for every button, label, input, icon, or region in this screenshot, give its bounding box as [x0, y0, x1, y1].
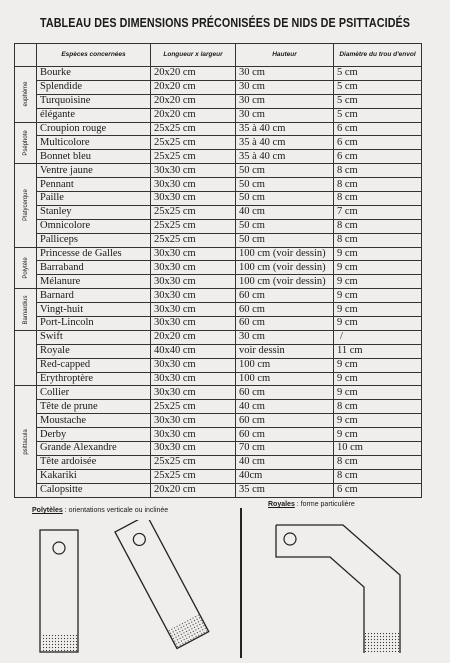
size-cell: 25x25 cm [151, 136, 236, 150]
size-cell: 25x25 cm [151, 400, 236, 414]
table-header-row [15, 44, 422, 67]
size-cell: 25x25 cm [151, 205, 236, 219]
vertical-divider [240, 508, 242, 658]
size-cell: 40x40 cm [151, 344, 236, 358]
hole-diameter-cell: 9 cm [334, 275, 422, 289]
table-row [15, 344, 422, 358]
height-cell: 60 cm [236, 317, 334, 331]
group-label-cell [15, 289, 37, 331]
table-row [15, 80, 422, 94]
height-cell: 60 cm [236, 289, 334, 303]
hole-diameter-cell: 9 cm [334, 317, 422, 331]
size-cell: 25x25 cm [151, 122, 236, 136]
size-cell: 30x30 cm [151, 275, 236, 289]
size-cell: 30x30 cm [151, 414, 236, 428]
table-body [15, 67, 422, 498]
species-cell: Bourke [37, 67, 151, 81]
header-hole: Diamètre du trou d'envol [334, 44, 422, 67]
size-cell: 25x25 cm [151, 150, 236, 164]
hole-diameter-cell: 8 cm [334, 233, 422, 247]
table-row [15, 414, 422, 428]
table-row [15, 219, 422, 233]
species-cell: Red-capped [37, 358, 151, 372]
height-cell: 50 cm [236, 178, 334, 192]
height-cell: 100 cm (voir dessin) [236, 275, 334, 289]
header-group [15, 44, 37, 67]
table-row [15, 442, 422, 456]
species-cell: Derby [37, 428, 151, 442]
hole-diameter-cell: 9 cm [334, 303, 422, 317]
royales-nest-bedding [365, 633, 399, 653]
header-height: Hauteur [236, 44, 334, 67]
species-cell: élégante [37, 108, 151, 122]
table-row [15, 289, 422, 303]
nest-dimensions-table [14, 43, 422, 498]
group-label-cell [15, 386, 37, 497]
hole-diameter-cell: 9 cm [334, 372, 422, 386]
species-cell: Vingt-huit [37, 303, 151, 317]
table-row [15, 108, 422, 122]
species-cell: Paille [37, 192, 151, 206]
table-row [15, 136, 422, 150]
table-row [15, 428, 422, 442]
table-row [15, 275, 422, 289]
height-cell: 50 cm [236, 192, 334, 206]
group-label: psittacula [22, 428, 29, 455]
size-cell: 30x30 cm [151, 261, 236, 275]
size-cell: 20x20 cm [151, 108, 236, 122]
species-cell: Erythroptère [37, 372, 151, 386]
table-row [15, 94, 422, 108]
table-row [15, 67, 422, 81]
table-row [15, 192, 422, 206]
group-label: euphème [22, 81, 29, 107]
size-cell: 30x30 cm [151, 358, 236, 372]
royales-nest-sketch [268, 515, 443, 660]
header-species: Espèces concernées [37, 44, 151, 67]
hole-diameter-cell: 8 cm [334, 469, 422, 483]
group-label: Pséphote [22, 130, 29, 156]
height-cell: 35 à 40 cm [236, 150, 334, 164]
size-cell: 30x30 cm [151, 303, 236, 317]
hole-diameter-cell: 5 cm [334, 67, 422, 81]
group-label-cell [15, 164, 37, 247]
size-cell: 30x30 cm [151, 372, 236, 386]
height-cell: 40 cm [236, 400, 334, 414]
size-cell: 30x30 cm [151, 386, 236, 400]
table-row [15, 330, 422, 344]
species-cell: Omnicolore [37, 219, 151, 233]
size-cell: 20x20 cm [151, 67, 236, 81]
height-cell: 35 à 40 cm [236, 136, 334, 150]
species-cell: Croupion rouge [37, 122, 151, 136]
table-row [15, 164, 422, 178]
height-cell: 60 cm [236, 386, 334, 400]
size-cell: 30x30 cm [151, 428, 236, 442]
height-cell: 35 cm [236, 483, 334, 497]
table-row [15, 303, 422, 317]
species-cell: Bonnet bleu [37, 150, 151, 164]
size-cell: 20x20 cm [151, 94, 236, 108]
species-cell: Barnard [37, 289, 151, 303]
hole-diameter-cell: 9 cm [334, 261, 422, 275]
table-row [15, 150, 422, 164]
species-cell: Kakariki [37, 469, 151, 483]
species-cell: Tête ardoisée [37, 455, 151, 469]
group-label-cell [15, 330, 37, 386]
species-cell: Stanley [37, 205, 151, 219]
table-row [15, 455, 422, 469]
table-row [15, 400, 422, 414]
hole-diameter-cell: 9 cm [334, 247, 422, 261]
size-cell: 25x25 cm [151, 233, 236, 247]
hole-diameter-cell: 6 cm [334, 136, 422, 150]
size-cell: 30x30 cm [151, 289, 236, 303]
height-cell: 50 cm [236, 219, 334, 233]
size-cell: 25x25 cm [151, 219, 236, 233]
height-cell: 30 cm [236, 67, 334, 81]
note-royales [268, 501, 355, 508]
size-cell: 30x30 cm [151, 317, 236, 331]
species-cell: Mélanure [37, 275, 151, 289]
height-cell: 100 cm [236, 372, 334, 386]
table-row [15, 122, 422, 136]
hole-diameter-cell: / [334, 330, 422, 344]
height-cell: 100 cm (voir dessin) [236, 261, 334, 275]
note-royales-text: : forme particulière [294, 501, 355, 508]
hole-diameter-cell: 8 cm [334, 455, 422, 469]
height-cell: 30 cm [236, 330, 334, 344]
royales-nest-hole [284, 533, 296, 545]
size-cell: 20x20 cm [151, 330, 236, 344]
species-cell: Barraband [37, 261, 151, 275]
hole-diameter-cell: 9 cm [334, 428, 422, 442]
inclined-nest-box [115, 520, 209, 649]
hole-diameter-cell: 10 cm [334, 442, 422, 456]
note-polyteles-label: Polytèles [32, 507, 63, 514]
group-label-cell [15, 122, 37, 164]
height-cell: 30 cm [236, 108, 334, 122]
height-cell: 100 cm (voir dessin) [236, 247, 334, 261]
species-cell: Moustache [37, 414, 151, 428]
height-cell: 100 cm [236, 358, 334, 372]
hole-diameter-cell: 9 cm [334, 289, 422, 303]
height-cell: 40 cm [236, 455, 334, 469]
species-cell: Pennant [37, 178, 151, 192]
group-label-cell [15, 67, 37, 123]
size-cell: 25x25 cm [151, 455, 236, 469]
table-row [15, 247, 422, 261]
size-cell: 30x30 cm [151, 192, 236, 206]
hole-diameter-cell: 8 cm [334, 192, 422, 206]
species-cell: Palliceps [37, 233, 151, 247]
hole-diameter-cell: 6 cm [334, 122, 422, 136]
height-cell: 50 cm [236, 233, 334, 247]
group-label-cell [15, 247, 37, 289]
species-cell: Swift [37, 330, 151, 344]
group-label: Platycerque [22, 189, 29, 222]
hole-diameter-cell: 9 cm [334, 386, 422, 400]
species-cell: Princesse de Galles [37, 247, 151, 261]
hole-diameter-cell: 5 cm [334, 108, 422, 122]
header-size: Longueur x largeur [151, 44, 236, 67]
table-row [15, 483, 422, 497]
height-cell: 60 cm [236, 414, 334, 428]
hole-diameter-cell: 9 cm [334, 414, 422, 428]
height-cell: 40cm [236, 469, 334, 483]
vertical-nest-box [40, 530, 78, 652]
table-row [15, 469, 422, 483]
height-cell: 40 cm [236, 205, 334, 219]
height-cell: 60 cm [236, 303, 334, 317]
note-royales-label: Royales [268, 501, 295, 508]
group-label: Polytèle [22, 257, 29, 279]
table-row [15, 261, 422, 275]
species-cell: Splendide [37, 80, 151, 94]
hole-diameter-cell: 6 cm [334, 150, 422, 164]
height-cell: 60 cm [236, 428, 334, 442]
hole-diameter-cell: 5 cm [334, 94, 422, 108]
hole-diameter-cell: 7 cm [334, 205, 422, 219]
hole-diameter-cell: 6 cm [334, 483, 422, 497]
species-cell: Turquoisine [37, 94, 151, 108]
hole-diameter-cell: 8 cm [334, 400, 422, 414]
table-row [15, 317, 422, 331]
species-cell: Tête de prune [37, 400, 151, 414]
table-row [15, 386, 422, 400]
size-cell: 30x30 cm [151, 442, 236, 456]
size-cell: 30x30 cm [151, 178, 236, 192]
hole-diameter-cell: 5 cm [334, 80, 422, 94]
hole-diameter-cell: 11 cm [334, 344, 422, 358]
size-cell: 20x20 cm [151, 483, 236, 497]
size-cell: 25x25 cm [151, 469, 236, 483]
size-cell: 30x30 cm [151, 164, 236, 178]
note-polyteles-text: : orientations verticale ou inclinée [62, 507, 169, 514]
height-cell: 70 cm [236, 442, 334, 456]
height-cell: 50 cm [236, 164, 334, 178]
species-cell: Port-Lincoln [37, 317, 151, 331]
species-cell: Royale [37, 344, 151, 358]
height-cell: 30 cm [236, 94, 334, 108]
group-label: Barnardius [22, 295, 29, 325]
height-cell: 35 à 40 cm [236, 122, 334, 136]
table-row [15, 372, 422, 386]
vertical-nest-bedding [41, 635, 77, 651]
table-row [15, 233, 422, 247]
hole-diameter-cell: 8 cm [334, 219, 422, 233]
hole-diameter-cell: 9 cm [334, 358, 422, 372]
species-cell: Grande Alexandre [37, 442, 151, 456]
size-cell: 20x20 cm [151, 80, 236, 94]
species-cell: Ventre jaune [37, 164, 151, 178]
page-title: TABLEAU DES DIMENSIONS PRÉCONISÉES DE NIDS DE PSITTACIDÉS [40, 16, 411, 30]
table-row [15, 205, 422, 219]
table-row [15, 358, 422, 372]
species-cell: Multicolore [37, 136, 151, 150]
polyteles-nest-sketch [30, 520, 230, 660]
note-polyteles [32, 507, 168, 514]
hole-diameter-cell: 8 cm [334, 178, 422, 192]
height-cell: 30 cm [236, 80, 334, 94]
species-cell: Calopsitte [37, 483, 151, 497]
species-cell: Collier [37, 386, 151, 400]
hole-diameter-cell: 8 cm [334, 164, 422, 178]
vertical-nest-hole [53, 542, 65, 554]
height-cell: voir dessin [236, 344, 334, 358]
size-cell: 30x30 cm [151, 247, 236, 261]
table-row [15, 178, 422, 192]
